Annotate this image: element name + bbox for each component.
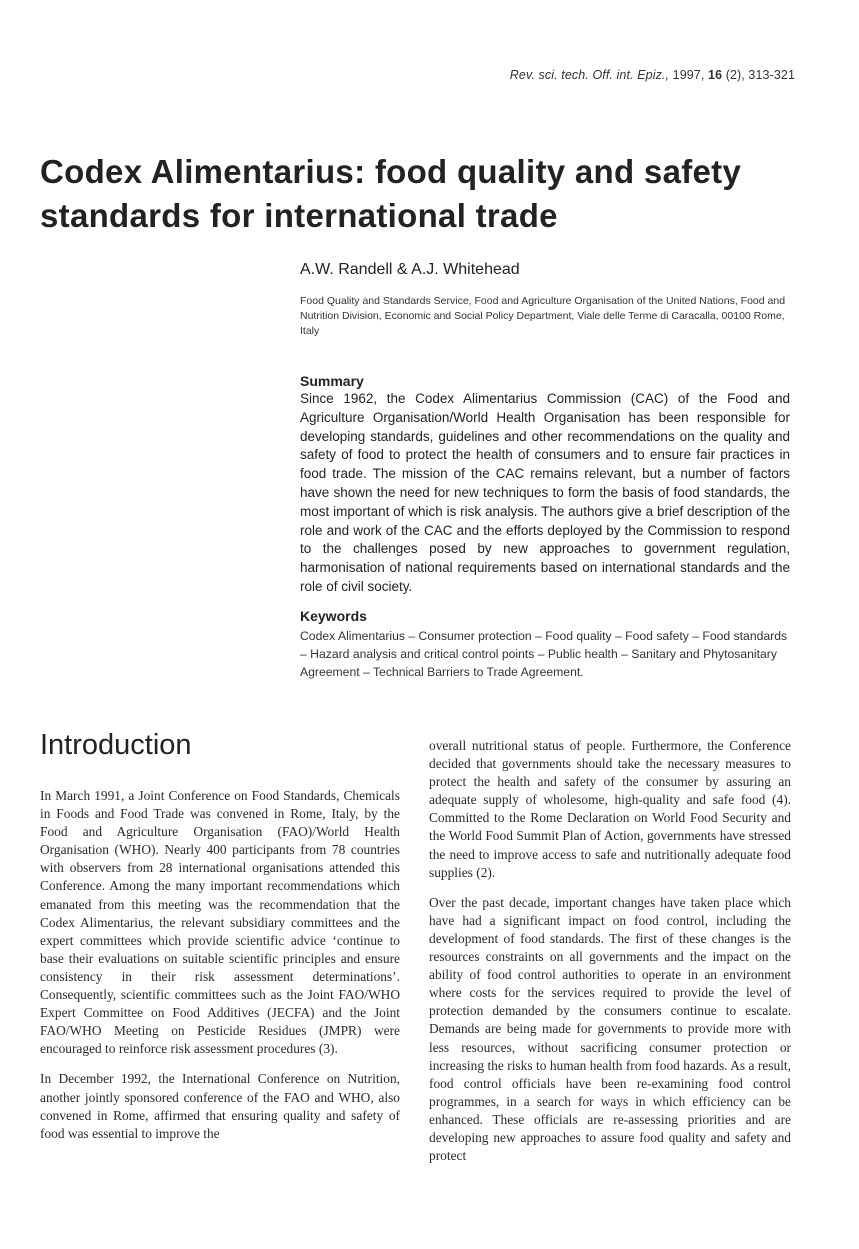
body-paragraph: In December 1992, the International Conference on Nutrition, another jointly sponsored conference of the FAO and WHO, also convened in Rome, affirmed that ensuring quality and safety of food was essential to improve the	[40, 1071, 400, 1141]
body-column-right	[429, 737, 791, 1177]
summary-heading: Summary	[300, 373, 364, 389]
body-column-left	[40, 787, 400, 1155]
journal-reference	[510, 68, 795, 82]
author-affiliation: Food Quality and Standards Service, Food and Agriculture Organisation of the United Nations, Food and Nutrition Division, Economic and Social Policy Department, Viale delle Terme di Caracalla, 00100 Rome, Italy	[300, 295, 786, 337]
body-paragraph: Over the past decade, important changes have taken place which have had a significant impact on food control, including the development of food standards. The first of these changes is the resources constraints on all governments and the impact on the ability of food control authorities to operate in an environment where costs for the services required to provide the level of protection demanded by the consumers continue to escalate. Demands are being made for governments to provide more with less resources, without sacrificing consumer protection or increasing the risks to human health from food hazards. As a result, food control officials have been re-examining food control programmes, in a search for ways in which efficiency can be enhanced. These officials are re-assessing priorities and are developing new approaches to assure food quality and safety and protect	[429, 894, 791, 1164]
article-authors: A.W. Randell & A.J. Whitehead	[300, 261, 520, 278]
keywords-text: Codex Alimentarius – Consumer protection – Food quality – Food safety – Food standards – Hazard analysis and critical control points – Public health – Sanitary and Phytosanitary Agreement – Technical Barriers to Trade Agreement.	[300, 629, 788, 679]
journal-name: Rev. sci. tech. Off. int. Epiz.,	[509, 68, 670, 82]
body-paragraph: In March 1991, a Joint Conference on Food Standards, Chemicals in Foods and Food Trade was convened in Rome, Italy, by the Food and Agriculture Organisation (FAO)/World Health Organisation (WHO). Nearly 400 participants from 78 countries with observers from 28 international organisations attended this Conference. Among the many important recommendations which emanated from this meeting was the recommendation that the Codex Alimentarius, the relevant subsidiary committees and the expert committees which provide scientific advice ‘continue to base their evaluations on suitable scientific principles and ensure consistency in their risk assessment determinations’. Consequently, scientific committees such as the Joint FAO/WHO Expert Committee on Food Additives (JECFA) and the Joint FAO/WHO Meeting on Pesticide Residues (JMPR) were encouraged to reinforce risk assessment procedures (3).	[40, 788, 400, 1057]
keywords-heading: Keywords	[300, 608, 367, 624]
journal-year: 1997,	[669, 68, 709, 82]
article-title: Codex Alimentarius: food quality and safety standards for international trade	[40, 153, 742, 234]
introduction-heading: Introduction	[40, 729, 192, 761]
journal-issue-pages: (2), 313-321	[722, 68, 795, 82]
journal-volume: 16	[708, 68, 723, 82]
summary-text: Since 1962, the Codex Alimentarius Commission (CAC) of the Food and Agriculture Organisation/World Health Organisation has been responsible for developing standards, guidelines and other recommendations on the quality and safety of food to protect the health of consumers and to ensure fair practices in food trade. The mission of the CAC remains relevant, but a number of factors have shown the need for new techniques to form the basis of food standards, the most important of which is risk analysis. The authors give a brief description of the role and work of the CAC and the efforts deployed by the Commission to respond to the challenges posed by new approaches to government regulation, harmonisation of national requirements based on international standards and the role of civil society.	[300, 391, 790, 594]
body-paragraph: overall nutritional status of people. Furthermore, the Conference decided that governments should take the necessary measures to protect the health and safety of the consumer by assuring an adequate supply of wholesome, high-quality and safe food (4). Committed to the Rome Declaration on World Food Security and the World Food Summit Plan of Action, governments have stressed the need to improve access to safe and nutritionally adequate food supplies (2).	[429, 738, 791, 880]
